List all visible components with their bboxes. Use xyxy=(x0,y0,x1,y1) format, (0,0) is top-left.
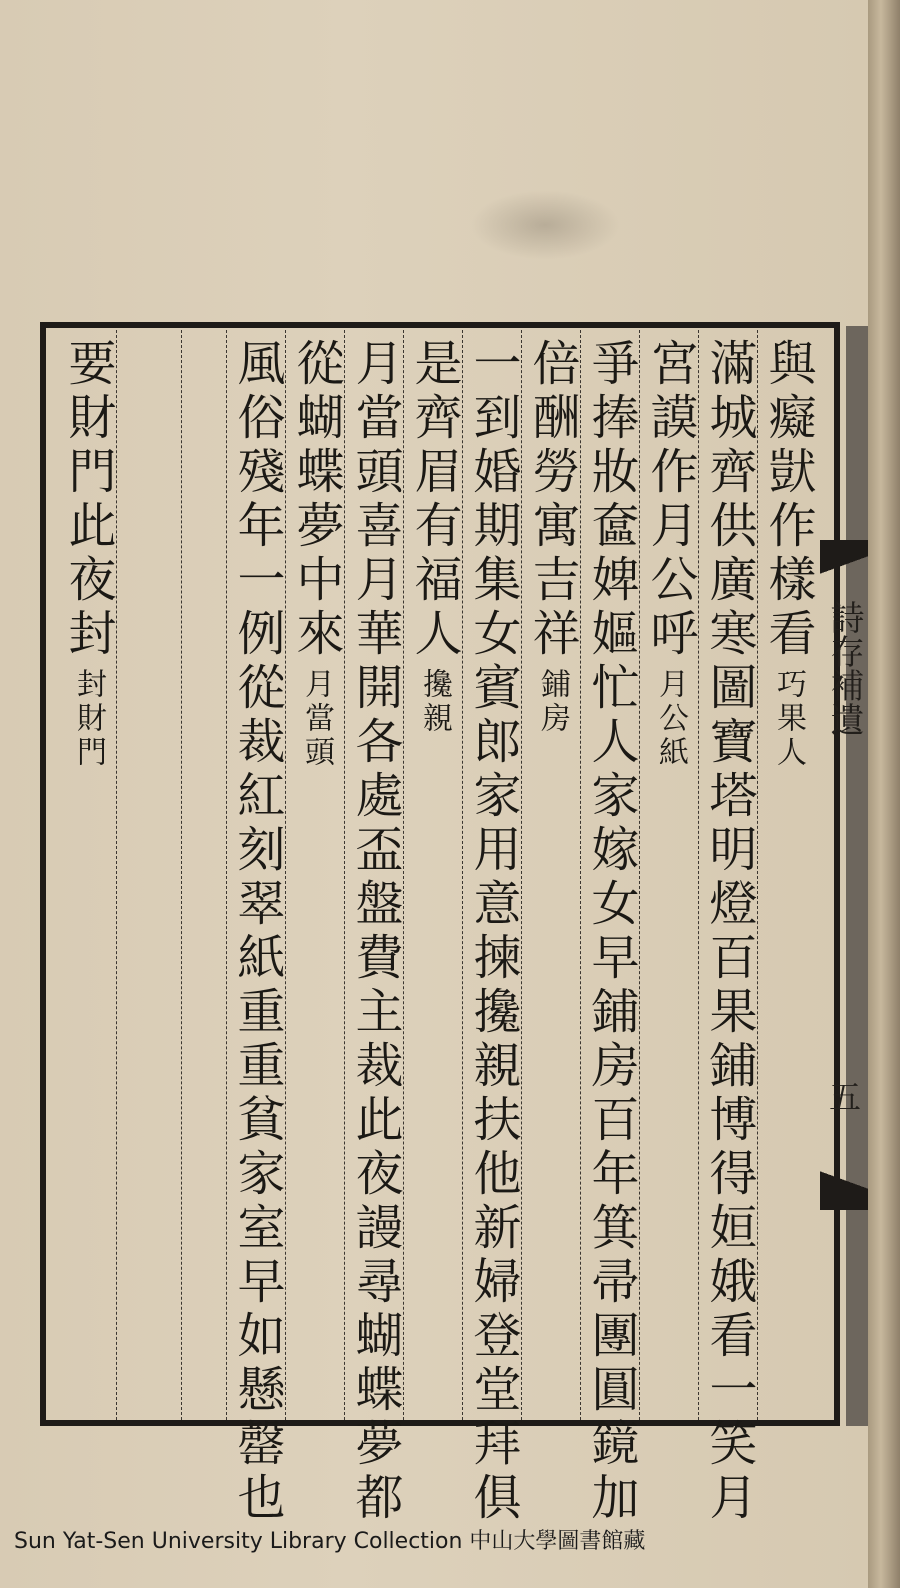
column-text: 從蝴蝶夢中來 xyxy=(288,338,344,662)
column-note: 月公紙 xyxy=(653,668,688,770)
column-rule xyxy=(116,330,118,1420)
column-text: 風俗殘年一例從裁紅刻翠紙重重貧家室早如懸罄也 xyxy=(229,338,285,1526)
text-column xyxy=(406,338,462,736)
text-column xyxy=(288,338,344,770)
text-column xyxy=(701,338,757,1526)
collection-caption: Sun Yat-Sen University Library Collection 中山大學圖書館藏 xyxy=(14,1529,646,1554)
text-column xyxy=(229,338,285,1526)
column-note: 封財門 xyxy=(71,668,106,770)
text-column xyxy=(524,338,580,736)
fishtail-mark xyxy=(820,1150,868,1210)
column-text: 是齊眉有福人 xyxy=(406,338,462,662)
margin-title: 詩存補遺 xyxy=(824,600,864,736)
column-rule xyxy=(757,330,759,1420)
column-text: 一到婚期集女賓郎家用意揀攙親扶他新婦登堂拜俱 xyxy=(465,338,521,1526)
column-text: 滿城齊供廣寒圖寶塔明燈百果鋪博得姮娥看一笑月 xyxy=(701,338,757,1526)
column-note: 月當頭 xyxy=(299,668,334,770)
text-column xyxy=(760,338,816,770)
column-text: 與癡獃作樣看 xyxy=(760,338,816,662)
text-column xyxy=(60,338,116,770)
column-rule xyxy=(521,330,523,1420)
page-edge xyxy=(868,0,900,1588)
text-column xyxy=(583,338,639,1526)
column-rule xyxy=(226,330,228,1420)
page-number: 五 xyxy=(824,1080,862,1112)
text-column xyxy=(347,338,403,1526)
column-text: 倍酬勞寓吉祥 xyxy=(524,338,580,662)
column-rule xyxy=(285,330,287,1420)
column-note: 鋪房 xyxy=(535,668,570,736)
column-text: 宮謨作月公呼 xyxy=(642,338,698,662)
column-rule xyxy=(698,330,700,1420)
column-note: 巧果人 xyxy=(771,668,806,770)
ink-smudge xyxy=(470,190,620,260)
column-rule xyxy=(580,330,582,1420)
block-margin xyxy=(846,326,868,1426)
column-text: 月當頭喜月華開各處盃盤費主裁此夜謾尋蝴蝶夢都 xyxy=(347,338,403,1526)
column-rule xyxy=(403,330,405,1420)
column-note: 攙親 xyxy=(417,668,452,736)
column-rule xyxy=(462,330,464,1420)
column-rule xyxy=(181,330,183,1420)
column-text: 要財門此夜封 xyxy=(60,338,116,662)
column-rule xyxy=(344,330,346,1420)
fishtail-mark xyxy=(820,540,868,590)
text-column xyxy=(465,338,521,1526)
column-text: 爭捧妝奩婢嫗忙人家嫁女早鋪房百年箕帚團圓鏡加 xyxy=(583,338,639,1526)
column-rule xyxy=(639,330,641,1420)
text-column xyxy=(642,338,698,770)
